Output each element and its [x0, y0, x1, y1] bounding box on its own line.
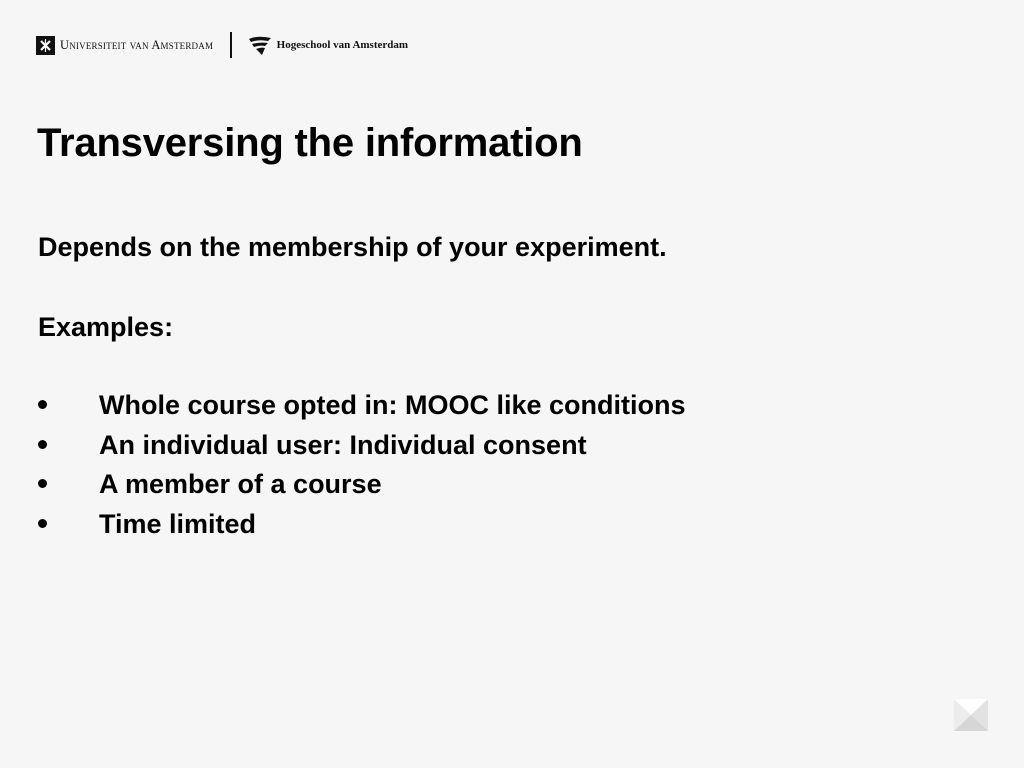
hva-logo	[248, 34, 408, 56]
logo-divider	[230, 32, 232, 58]
bullet-dot-icon	[38, 519, 47, 528]
list-item-text: A member of a course	[99, 469, 382, 499]
hva-mark-icon	[248, 34, 272, 56]
uva-name: Universiteit van Amsterdam	[60, 37, 214, 52]
bullet-dot-icon	[38, 400, 47, 409]
examples-label: Examples:	[38, 312, 174, 342]
bullet-dot-icon	[38, 479, 47, 488]
uva-logo	[36, 36, 213, 55]
diamond-corner-icon	[954, 699, 988, 731]
list-item-text: Time limited	[99, 508, 257, 539]
list-item-text: An individual user: Individual consent	[99, 429, 587, 460]
header-logos	[36, 30, 408, 60]
slide-title: Transversing the information	[37, 121, 583, 165]
intro-text: Depends on the membership of your experiment.	[38, 232, 667, 262]
uva-crest-icon	[36, 36, 55, 55]
list-item-text: Whole course opted in: MOOC like conditions	[99, 390, 686, 420]
hva-name: Hogeschool van Amsterdam	[276, 39, 409, 51]
bullet-dot-icon	[38, 440, 47, 449]
